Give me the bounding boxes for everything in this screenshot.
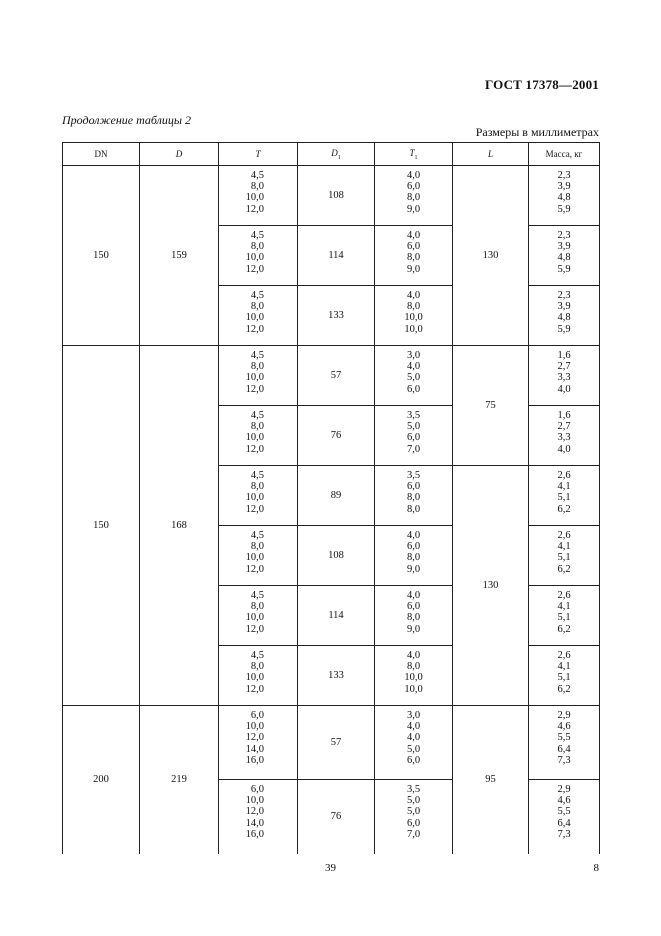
cell-line: 12,0: [245, 263, 264, 275]
page-number: 39: [325, 862, 336, 874]
cell-line: 4,5: [250, 590, 264, 601]
cell-line: 5,0: [406, 743, 421, 755]
table-continuation-caption: Продолжение таблицы 2: [62, 113, 192, 127]
cell-d: 168: [140, 346, 219, 706]
cell-d1: 114: [298, 226, 375, 286]
cell-line: 6,2: [557, 563, 571, 575]
cell-line: 6,0: [406, 754, 421, 766]
cell-line: 3,9: [557, 301, 571, 313]
cell-d: 159: [140, 166, 219, 346]
cell-line: 4,5: [250, 230, 264, 241]
cell-line: 6,0: [406, 181, 421, 193]
cell-mass: [529, 346, 600, 406]
cell-line: 5,5: [557, 732, 571, 744]
cell-t1: [375, 406, 453, 466]
cell-line: 3,0: [406, 710, 421, 721]
cell-line: 12,0: [245, 806, 264, 818]
cell-line: 10,0: [245, 312, 264, 324]
cell-line: 5,1: [557, 492, 571, 504]
col-header-d: D: [140, 143, 219, 166]
cell-line: 7,3: [557, 754, 571, 766]
cell-t: [219, 346, 298, 406]
cell-line: 1,6: [557, 350, 571, 361]
cell-dn: 200: [63, 706, 140, 854]
cell-line: 4,0: [557, 443, 571, 455]
col-header-mass: Масса, кг: [529, 143, 600, 166]
cell-line: 4,0: [406, 530, 421, 541]
cell-line: 4,5: [250, 470, 264, 481]
cell-line: 4,5: [250, 530, 264, 541]
cell-line: 5,9: [557, 263, 571, 275]
cell-line: 6,4: [557, 817, 571, 829]
cell-line: 4,1: [557, 601, 571, 613]
cell-line: 2,6: [557, 530, 571, 541]
cell-line: 16,0: [245, 754, 264, 766]
cell-line: 9,0: [406, 263, 421, 275]
cell-line: 10,0: [245, 795, 264, 807]
cell-line: 2,3: [557, 170, 571, 181]
cell-line: 6,0: [406, 541, 421, 553]
cell-line: 10,0: [245, 612, 264, 624]
cell-line: 14,0: [245, 817, 264, 829]
table-row: [63, 346, 600, 406]
cell-line: 7,3: [557, 828, 571, 840]
cell-mass: [529, 646, 600, 706]
cell-line: 8,0: [250, 301, 264, 313]
cell-t: [219, 466, 298, 526]
cell-line: 3,3: [557, 432, 571, 444]
cell-line: 8,0: [250, 541, 264, 553]
cell-dn: 150: [63, 346, 140, 706]
cell-t1: [375, 526, 453, 586]
cell-t1: [375, 466, 453, 526]
cell-line: 4,1: [557, 541, 571, 553]
cell-line: 3,0: [406, 350, 421, 361]
table-row: [63, 166, 600, 226]
cell-t: [219, 226, 298, 286]
cell-line: 4,5: [250, 290, 264, 301]
cell-line: 12,0: [245, 443, 264, 455]
cell-line: 9,0: [406, 203, 421, 215]
cell-t: [219, 166, 298, 226]
cell-line: 2,6: [557, 650, 571, 661]
cell-line: 6,2: [557, 683, 571, 695]
cell-line: 4,0: [406, 170, 421, 181]
cell-line: 12,0: [245, 503, 264, 515]
cell-line: 5,0: [406, 795, 421, 807]
cell-line: 4,1: [557, 661, 571, 673]
col-header-dn: DN: [63, 143, 140, 166]
cell-line: 12,0: [245, 732, 264, 744]
cell-t: [219, 706, 298, 780]
cell-line: 8,0: [406, 301, 421, 313]
cell-line: 5,9: [557, 203, 571, 215]
cell-mass: [529, 166, 600, 226]
cell-line: 10,0: [245, 192, 264, 204]
cell-t1: [375, 346, 453, 406]
cell-line: 4,0: [406, 361, 421, 373]
cell-l: 75: [453, 346, 529, 466]
cell-line: 12,0: [245, 623, 264, 635]
cell-line: 5,9: [557, 323, 571, 335]
cell-d1: 76: [298, 780, 375, 854]
col-header-l: L: [453, 143, 529, 166]
cell-line: 6,0: [250, 784, 264, 795]
cell-line: 4,0: [406, 230, 421, 241]
dimensions-table: [62, 142, 600, 854]
cell-t: [219, 526, 298, 586]
cell-line: 10,0: [404, 683, 423, 695]
cell-line: 5,5: [557, 806, 571, 818]
table-body: [63, 166, 600, 854]
cell-line: 10,0: [245, 672, 264, 684]
cell-line: 10,0: [404, 312, 423, 324]
cell-d1: 57: [298, 706, 375, 780]
cell-d1: 108: [298, 526, 375, 586]
cell-line: 8,0: [406, 661, 421, 673]
cell-line: 4,0: [406, 732, 421, 744]
cell-line: 4,5: [250, 410, 264, 421]
col-header-t1: $T_1$: [375, 143, 453, 166]
cell-line: 2,9: [557, 784, 571, 795]
cell-mass: [529, 526, 600, 586]
cell-line: 8,0: [406, 612, 421, 624]
cell-line: 16,0: [245, 828, 264, 840]
cell-line: 3,9: [557, 241, 571, 253]
cell-line: 4,0: [406, 721, 421, 733]
cell-line: 4,0: [406, 590, 421, 601]
cell-t1: [375, 226, 453, 286]
cell-line: 4,5: [250, 170, 264, 181]
cell-t: [219, 780, 298, 854]
cell-line: 6,4: [557, 743, 571, 755]
cell-d1: 114: [298, 586, 375, 646]
cell-line: 8,0: [250, 481, 264, 493]
table-row: [63, 706, 600, 780]
cell-line: 8,0: [406, 492, 421, 504]
cell-line: 8,0: [250, 361, 264, 373]
cell-t1: [375, 286, 453, 346]
cell-t1: [375, 646, 453, 706]
cell-line: 10,0: [245, 372, 264, 384]
cell-line: 3,3: [557, 372, 571, 384]
cell-line: 8,0: [406, 552, 421, 564]
cell-line: 5,0: [406, 372, 421, 384]
cell-d1: 89: [298, 466, 375, 526]
cell-line: 10,0: [404, 672, 423, 684]
cell-line: 7,0: [406, 828, 421, 840]
cell-d1: 133: [298, 286, 375, 346]
cell-line: 2,9: [557, 710, 571, 721]
cell-line: 4,0: [406, 290, 421, 301]
cell-line: 8,0: [250, 601, 264, 613]
cell-line: 1,6: [557, 410, 571, 421]
cell-t1: [375, 780, 453, 854]
cell-line: 7,0: [406, 443, 421, 455]
cell-d: 219: [140, 706, 219, 854]
cell-line: 10,0: [404, 323, 423, 335]
cell-line: 6,0: [406, 601, 421, 613]
cell-line: 3,5: [406, 784, 421, 795]
cell-line: 12,0: [245, 383, 264, 395]
cell-t: [219, 286, 298, 346]
col-header-t: T: [219, 143, 298, 166]
cell-line: 6,0: [406, 383, 421, 395]
cell-line: 14,0: [245, 743, 264, 755]
cell-line: 4,6: [557, 795, 571, 807]
cell-l: 130: [453, 466, 529, 706]
cell-d1: 76: [298, 406, 375, 466]
cell-line: 5,1: [557, 612, 571, 624]
cell-line: 6,2: [557, 623, 571, 635]
cell-line: 3,5: [406, 470, 421, 481]
cell-line: 2,7: [557, 421, 571, 433]
cell-line: 4,8: [557, 312, 571, 324]
cell-line: 12,0: [245, 563, 264, 575]
cell-line: 5,0: [406, 806, 421, 818]
cell-line: 10,0: [245, 432, 264, 444]
cell-mass: [529, 706, 600, 780]
cell-line: 4,1: [557, 481, 571, 493]
cell-line: 9,0: [406, 623, 421, 635]
cell-d1: 108: [298, 166, 375, 226]
cell-t: [219, 646, 298, 706]
cell-line: 3,9: [557, 181, 571, 193]
cell-line: 4,6: [557, 721, 571, 733]
cell-line: 6,0: [406, 432, 421, 444]
cell-mass: [529, 226, 600, 286]
cell-line: 10,0: [245, 552, 264, 564]
cell-line: 8,0: [250, 421, 264, 433]
cell-line: 12,0: [245, 323, 264, 335]
cell-line: 4,8: [557, 192, 571, 204]
cell-t1: [375, 706, 453, 780]
cell-line: 10,0: [245, 252, 264, 264]
cell-line: 6,2: [557, 503, 571, 515]
cell-line: 8,0: [406, 192, 421, 204]
cell-mass: [529, 286, 600, 346]
cell-d1: 57: [298, 346, 375, 406]
cell-mass: [529, 586, 600, 646]
cell-t1: [375, 166, 453, 226]
cell-line: 4,5: [250, 350, 264, 361]
cell-line: 10,0: [245, 492, 264, 504]
cell-mass: [529, 466, 600, 526]
cell-line: 4,8: [557, 252, 571, 264]
cell-dn: 150: [63, 166, 140, 346]
cell-line: 2,6: [557, 590, 571, 601]
cell-d1: 133: [298, 646, 375, 706]
table-header-row: [63, 143, 600, 166]
sheet-number: 8: [593, 862, 599, 874]
cell-line: 8,0: [250, 661, 264, 673]
cell-line: 6,0: [406, 241, 421, 253]
cell-line: 5,1: [557, 552, 571, 564]
cell-line: 5,0: [406, 421, 421, 433]
cell-t: [219, 586, 298, 646]
cell-line: 10,0: [245, 721, 264, 733]
cell-line: 5,1: [557, 672, 571, 684]
cell-line: 9,0: [406, 563, 421, 575]
cell-l: 95: [453, 706, 529, 854]
cell-line: 2,3: [557, 230, 571, 241]
cell-line: 8,0: [406, 252, 421, 264]
cell-t: [219, 406, 298, 466]
cell-line: 4,0: [557, 383, 571, 395]
cell-line: 6,0: [406, 481, 421, 493]
cell-line: 8,0: [250, 241, 264, 253]
standard-header: ГОСТ 17378—2001: [484, 77, 599, 92]
cell-line: 2,3: [557, 290, 571, 301]
cell-l: 130: [453, 166, 529, 346]
units-note: Размеры в миллиметрах: [475, 125, 599, 139]
col-header-d1: $D_1$: [298, 143, 375, 166]
cell-line: 8,0: [406, 503, 421, 515]
cell-line: 4,5: [250, 650, 264, 661]
cell-line: 2,6: [557, 470, 571, 481]
cell-line: 4,0: [406, 650, 421, 661]
cell-mass: [529, 780, 600, 854]
cell-t1: [375, 586, 453, 646]
cell-line: 12,0: [245, 203, 264, 215]
cell-line: 6,0: [250, 710, 264, 721]
cell-line: 2,7: [557, 361, 571, 373]
cell-line: 6,0: [406, 817, 421, 829]
cell-line: 12,0: [245, 683, 264, 695]
cell-mass: [529, 406, 600, 466]
cell-line: 3,5: [406, 410, 421, 421]
cell-line: 8,0: [250, 181, 264, 193]
